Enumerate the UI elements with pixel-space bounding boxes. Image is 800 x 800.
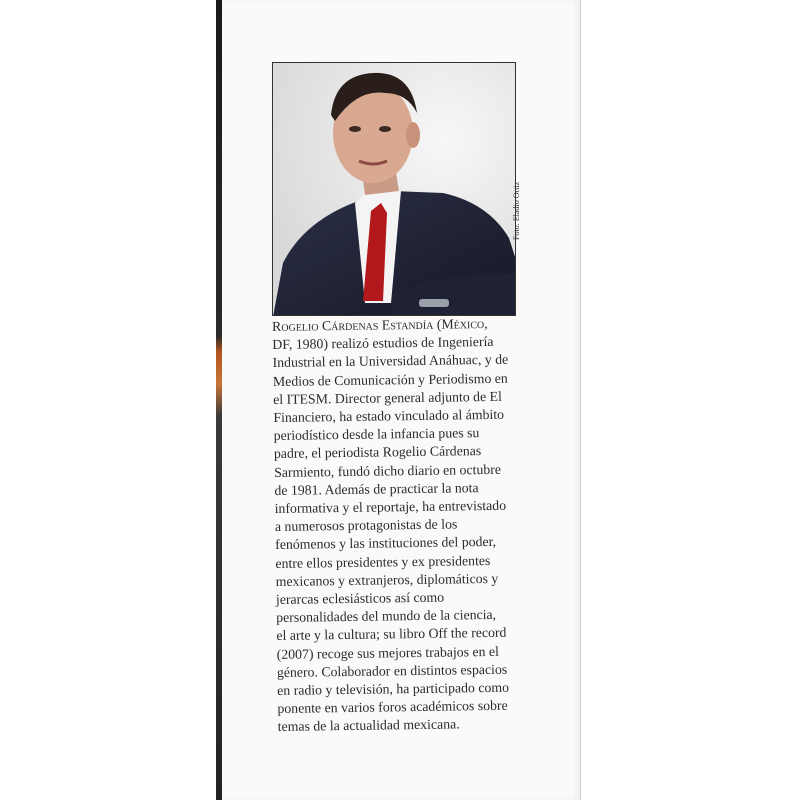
bio-line: Sarmiento, fundó dicho diario en octubre [274,461,502,480]
bio-line: temas de la actualidad mexicana. [277,716,460,735]
bio-line: mexicanos y extranjeros, diplomáticos y [275,570,499,589]
bio-line: personalidades del mundo de la ciencia, [276,607,497,626]
bio-line: Financiero, ha estado vinculado al ámbito [273,406,505,426]
bio-line: periodístico desde la infancia pues su [273,425,480,444]
bio-line: Rogelio Cárdenas Estandía (México, [272,315,488,334]
bio-line: Medios de Comunicación y Periodismo en [272,370,508,389]
author-biography [272,315,514,737]
bio-line: entre ellos presidentes y ex presidentes [275,552,491,571]
bio-line: padre, el periodista Rogelio Cárdenas [273,443,482,462]
bio-line: DF, 1980) realizó estudios de Ingeniería [272,334,494,353]
bio-line: (2007) recoge sus mejores trabajos en el [276,643,499,662]
bio-line: de 1981. Además de practicar la nota [274,479,479,498]
bio-line: a numerosos protagonistas de los [274,516,458,535]
bio-line: jerarcas eclesiásticos así como [275,589,445,608]
bio-line: el arte y la cultura; su libro Off the record [276,625,507,644]
portrait-illustration [273,63,516,316]
bio-line: el ITESM. Director general adjunto de El [273,388,502,407]
photo-credit: Foto: Eladio Ortiz [512,181,521,240]
bio-line: género. Colaborador en distintos espacios [276,661,508,680]
bio-line: fenómenos y las instituciones del poder, [275,534,497,553]
bio-line: ponente en varios foros académicos sobre [277,698,508,717]
bio-line: informativa y el reportaje, ha entrevistado [274,497,507,517]
author-photo [272,62,516,316]
bio-line: Industrial en la Universidad Anáhuac, y de [272,352,509,371]
bio-line: en radio y televisión, ha participado como [277,679,510,699]
